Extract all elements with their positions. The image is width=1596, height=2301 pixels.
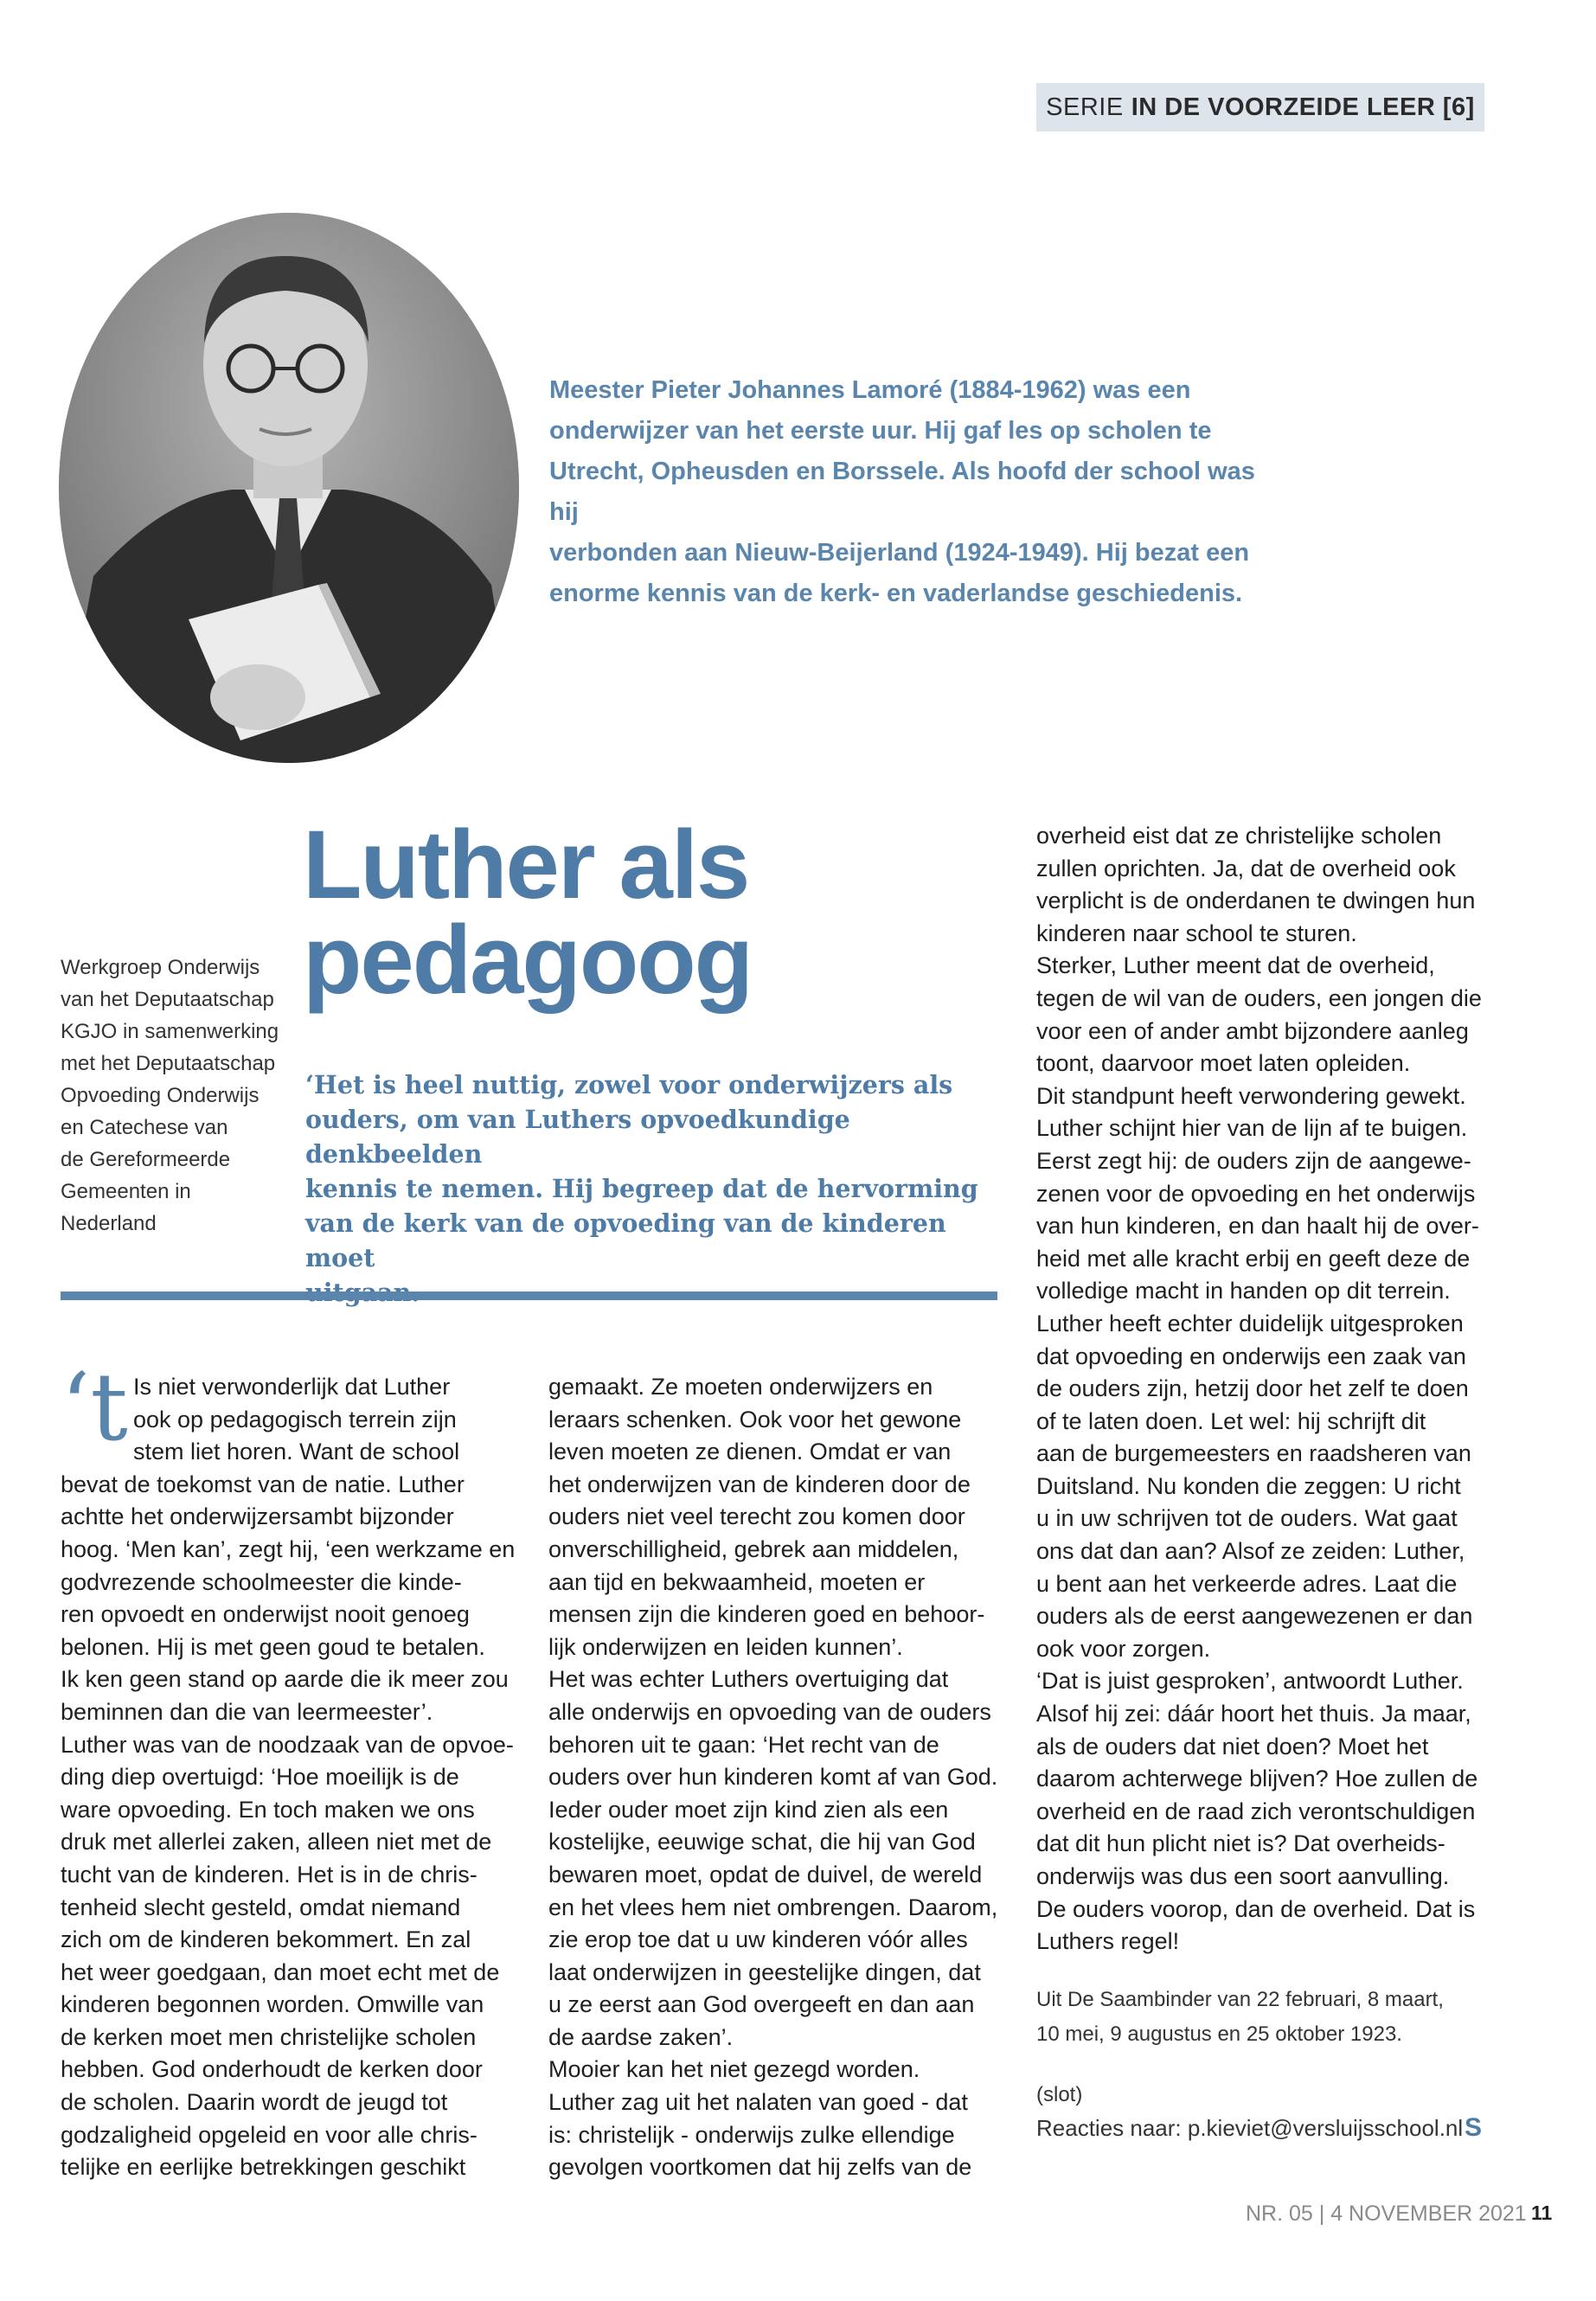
body-line: belonen. Hij is met geen goud te betalen. — [61, 1633, 485, 1660]
body-line: beminnen dan die van leermeester’. — [61, 1698, 433, 1725]
body-line: verplicht is de onderdanen te dwingen hun — [1036, 888, 1476, 914]
body-line: de aardse zaken’. — [548, 2023, 734, 2050]
body-line: toont, daarvoor moet laten opleiden. — [1036, 1050, 1411, 1077]
caption-line: onderwijzer van het eerste uur. Hij gaf les op scholen te — [549, 417, 1212, 445]
body-line: of te laten doen. Let wel: hij schrijft dit — [1036, 1407, 1426, 1434]
body-line: tucht van de kinderen. Het is in de chris- — [61, 1861, 478, 1888]
series-badge — [1036, 83, 1484, 131]
body-line: tenheid slecht gesteld, omdat niemand — [61, 1894, 461, 1920]
body-line: bewaren moet, opdat de duivel, de wereld — [548, 1861, 983, 1888]
body-line: lijk onderwijzen en leiden kunnen’. — [548, 1633, 903, 1660]
body-line: onverschilligheid, gebrek aan middelen, — [548, 1535, 959, 1562]
body-line: Ik ken geen stand op aarde die ik meer zou — [61, 1666, 509, 1693]
body-line: is: christelijk - onderwijs zulke ellendige — [548, 2121, 955, 2148]
slot-label: (slot) — [1036, 2083, 1083, 2106]
drop-cap: ‘t — [61, 1354, 128, 1462]
publication-logo-icon: S — [1464, 2113, 1482, 2142]
body-line: aan tijd en bekwaamheid, moeten er — [548, 1568, 926, 1595]
source-line: 10 mei, 9 augustus en 25 oktober 1923. — [1036, 2022, 1402, 2046]
body-line: leraars schenken. Ook voor het gewone — [548, 1406, 962, 1433]
body-line: het onderwijzen van de kinderen door de — [548, 1471, 971, 1497]
body-line: ook voor zorgen. — [1036, 1635, 1211, 1662]
body-line: bevat de toekomst van de natie. Luther — [61, 1471, 465, 1497]
body-line: leven moeten ze dienen. Omdat er van — [548, 1439, 952, 1465]
body-line: u in uw schrijven tot de ouders. Wat gaat — [1036, 1505, 1458, 1532]
body-line: telijke en eerlijke betrekkingen geschikt — [61, 2154, 466, 2181]
series-title: IN DE VOORZEIDE LEER [6] — [1131, 93, 1475, 121]
author-note-line: Nederland — [61, 1212, 157, 1235]
source-note — [1036, 1983, 1444, 2052]
body-line: Luther was van de noodzaak van de opvoe- — [61, 1731, 514, 1758]
body-column-1 — [61, 1371, 516, 2184]
body-line: zich om de kinderen bekommert. En zal — [61, 1926, 471, 1953]
author-note-line: KGJO in samenwerking — [61, 1020, 279, 1043]
portrait-caption — [549, 370, 1259, 614]
body-line: de ouders zijn, hetzij door het zelf te doen — [1036, 1375, 1469, 1402]
body-line: De ouders voorop, dan de overheid. Dat is — [1036, 1895, 1476, 1922]
body-line: volledige macht in handen op dit terrein. — [1036, 1278, 1451, 1304]
body-line: ‘Dat is juist gesproken’, antwoordt Luther. — [1036, 1668, 1464, 1695]
body-line: ren opvoedt en onderwijst nooit genoeg — [61, 1601, 470, 1628]
portrait-photo — [59, 213, 519, 763]
body-line: Eerst zegt hij: de ouders zijn de aangewe- — [1036, 1147, 1471, 1174]
body-line: heid met alle kracht erbij en geeft deze de — [1036, 1245, 1471, 1272]
headline-line: pedagoog — [303, 906, 753, 1014]
series-label: SERIE — [1046, 93, 1124, 121]
body-line: kinderen naar school te sturen. — [1036, 920, 1357, 946]
caption-line: Meester Pieter Johannes Lamoré (1884-1962) was een — [549, 376, 1191, 404]
author-note-line: met het Deputaatschap — [61, 1052, 276, 1075]
section-divider — [61, 1292, 997, 1300]
body-line: het weer goedgaan, dan moet echt met de — [61, 1958, 500, 1985]
article-lead — [305, 1067, 997, 1310]
body-line: u ze eerst aan God overgeeft en dan aan — [548, 1991, 975, 2018]
page-number: 11 — [1531, 2202, 1553, 2224]
body-line: voor een of ander ambt bijzondere aanleg — [1036, 1017, 1469, 1044]
body-line: zenen voor de opvoeding en het onderwijs — [1036, 1180, 1476, 1207]
body-line: zie erop toe dat u uw kinderen vóór alles — [548, 1926, 968, 1953]
body-line: de kerken moet men christelijke scholen — [61, 2023, 477, 2050]
author-note — [61, 952, 294, 1240]
body-line: Dit standpunt heeft verwondering gewekt. — [1036, 1082, 1466, 1109]
body-line: ons dat dan aan? Alsof ze zeiden: Luther, — [1036, 1538, 1465, 1565]
body-line: druk met allerlei zaken, alleen niet met de — [61, 1829, 492, 1856]
body-line: godzaligheid opgeleid en voor alle chris- — [61, 2121, 478, 2148]
body-line: tegen de wil van de ouders, een jongen die — [1036, 984, 1482, 1011]
body-line: gevolgen voortkomen dat hij zelfs van de — [548, 2154, 972, 2181]
contact-email: Reacties naar: p.kieviet@versluijsschool.nl — [1036, 2115, 1464, 2141]
caption-line: Utrecht, Opheusden en Borssele. Als hoofd der school was hij — [549, 458, 1255, 526]
body-line: overheid eist dat ze christelijke scholen — [1036, 823, 1442, 849]
author-note-line: de Gereformeerde — [61, 1148, 231, 1171]
body-line: ware opvoeding. En toch maken we ons — [61, 1796, 475, 1823]
body-line: Alsof hij zei: dáár hoort het thuis. Ja maar, — [1036, 1701, 1471, 1727]
body-line: ook op pedagogisch terrein zijn — [133, 1406, 457, 1433]
caption-line: enorme kennis van de kerk- en vaderlandse geschiedenis. — [549, 580, 1243, 607]
body-line: als de ouders dat niet doen? Moet het — [1036, 1733, 1429, 1759]
author-note-line: Gemeenten in — [61, 1180, 191, 1203]
lead-line: ouders, om van Luthers opvoedkundige denkbeelden — [305, 1105, 850, 1169]
body-line: godvrezende schoolmeester die kinde- — [61, 1568, 462, 1595]
portrait-illustration — [59, 213, 519, 763]
body-line: Het was echter Luthers overtuiging dat — [548, 1666, 949, 1693]
body-line: ding diep overtuigd: ‘Hoe moeilijk is de — [61, 1764, 459, 1791]
body-line: mensen zijn die kinderen goed en behoor- — [548, 1601, 985, 1628]
body-line: Luther heeft echter duidelijk uitgesproken — [1036, 1310, 1464, 1336]
body-line: Luthers regel! — [1036, 1928, 1180, 1955]
body-line: ouders als de eerst aangewezenen er dan — [1036, 1603, 1473, 1630]
body-line: Duitsland. Nu konden die zeggen: U richt — [1036, 1472, 1461, 1499]
author-note-line: van het Deputaatschap — [61, 988, 274, 1011]
body-line: Sterker, Luther meent dat de overheid, — [1036, 952, 1435, 979]
body-line: Luther schijnt hier van de lijn af te buigen. — [1036, 1115, 1468, 1142]
issue-info: NR. 05 | 4 NOVEMBER 2021 — [1246, 2202, 1527, 2226]
body-line: dat opvoeding en onderwijs een zaak van — [1036, 1343, 1466, 1369]
headline-line: Luther als — [303, 811, 749, 919]
body-line: en het vlees hem niet ombrengen. Daarom, — [548, 1894, 998, 1920]
body-line: stem liet horen. Want de school — [133, 1439, 460, 1465]
body-line: behoren uit te gaan: ‘Het recht van de — [548, 1731, 939, 1758]
body-line: ouders over hun kinderen komt af van God. — [548, 1764, 998, 1791]
body-line: Ieder ouder moet zijn kind zien als een — [548, 1796, 949, 1823]
body-line: zullen oprichten. Ja, dat de overheid ook — [1036, 855, 1456, 881]
source-line: Uit De Saambinder van 22 februari, 8 maart, — [1036, 1988, 1444, 2011]
body-line: Is niet verwonderlijk dat Luther — [133, 1374, 451, 1400]
body-line: laat onderwijzen in geestelijke dingen, dat — [548, 1958, 981, 1985]
body-line: daarom achterwege blijven? Hoe zullen de — [1036, 1766, 1478, 1792]
lead-line: ‘Het is heel nuttig, zowel voor onderwijzers als — [305, 1070, 953, 1099]
body-line: onderwijs was dus een soort aanvulling. — [1036, 1863, 1450, 1889]
body-line: dat dit hun plicht niet is? Dat overheids- — [1036, 1830, 1445, 1857]
body-line: aan de burgemeesters en raadsheren van — [1036, 1440, 1471, 1467]
body-line: hebben. God onderhoudt de kerken door — [61, 2056, 483, 2083]
body-column-2 — [548, 1371, 998, 2184]
body-line: u bent aan het verkeerde adres. Laat die — [1036, 1570, 1458, 1597]
body-line: van hun kinderen, en dan haalt hij de over- — [1036, 1213, 1479, 1240]
article-headline — [303, 811, 1012, 1014]
body-line: achtte het onderwijzersambt bijzonder — [61, 1503, 454, 1530]
author-note-line: Werkgroep Onderwijs — [61, 956, 260, 979]
body-line: alle onderwijs en opvoeding van de ouders — [548, 1698, 991, 1725]
body-line: overheid en de raad zich verontschuldigen — [1036, 1798, 1476, 1824]
lead-line: kennis te nemen. Hij begreep dat de hervorming — [305, 1174, 978, 1203]
body-line: Luther zag uit het nalaten van goed - dat — [548, 2089, 968, 2116]
body-line: gemaakt. Ze moeten onderwijzers en — [548, 1374, 933, 1400]
body-line: de scholen. Daarin wordt de jeugd tot — [61, 2089, 448, 2116]
body-line: kostelijke, eeuwige schat, die hij van God — [548, 1829, 976, 1856]
body-line: ouders niet veel terecht zou komen door — [548, 1503, 965, 1530]
author-note-line: Opvoeding Onderwijs — [61, 1084, 260, 1107]
body-line: hoog. ‘Men kan’, zegt hij, ‘een werkzame en — [61, 1535, 516, 1562]
lead-line: van de kerk van de opvoeding van de kinderen moet — [305, 1208, 946, 1272]
body-line: Mooier kan het niet gezegd worden. — [548, 2056, 920, 2083]
author-note-line: en Catechese van — [61, 1116, 228, 1139]
body-column-3 — [1036, 820, 1486, 1958]
body-line: kinderen begonnen worden. Omwille van — [61, 1991, 484, 2018]
caption-line: verbonden aan Nieuw-Beijerland (1924-1949). Hij bezat een — [549, 539, 1250, 567]
